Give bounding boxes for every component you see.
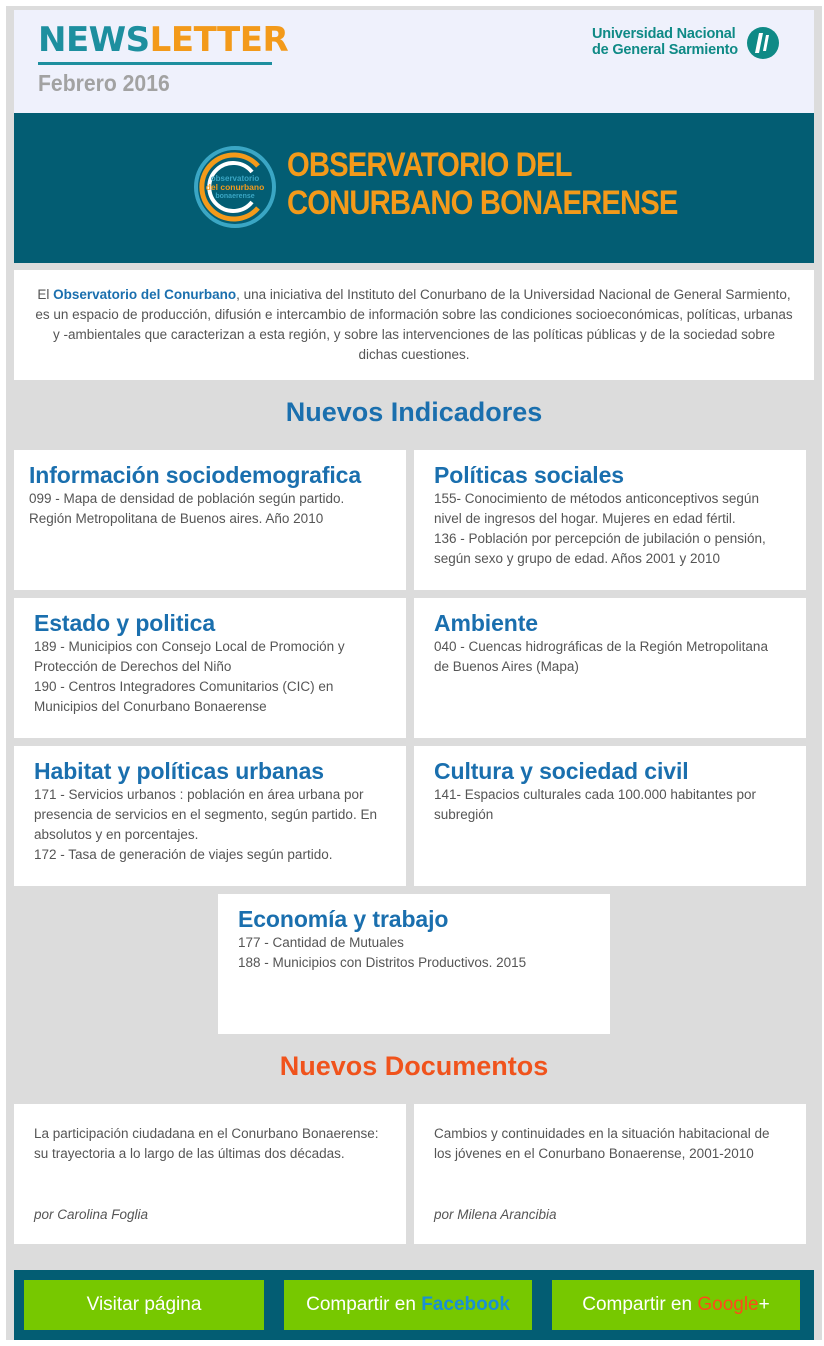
indicator-item[interactable]: 136 - Población por percepción de jubilación o pensión, según sexo y grupo de edad. Años 2001 y 2010	[434, 531, 766, 566]
logo-text-line2: del conurbano	[205, 182, 265, 192]
newsletter-title	[38, 20, 288, 60]
indicator-item[interactable]: 099 - Mapa de densidad de población según partido. Región Metropolitana de Buenos aires. Año 2010	[29, 491, 345, 526]
indicator-card[interactable]	[414, 746, 806, 886]
document-title[interactable]: La participación ciudadana en el Conurbano Bonaerense: su trayectoria a lo largo de las últimas dos décadas.	[34, 1126, 379, 1161]
document-author: por Carolina Foglia	[34, 1207, 149, 1222]
indicator-card-title[interactable]: Ambiente	[434, 610, 538, 636]
indicator-card[interactable]	[414, 450, 806, 590]
document-title[interactable]: Cambios y continuidades en la situación habitacional de los jóvenes en el Conurbano Bonaerense, 2001-2010	[434, 1126, 770, 1161]
indicator-item[interactable]: 172 - Tasa de generación de viajes según partido.	[34, 847, 333, 862]
facebook-label: Facebook	[421, 1294, 510, 1315]
observatorio-logo-icon[interactable]	[194, 146, 276, 228]
indicator-card[interactable]	[414, 598, 806, 738]
share-google-button[interactable]	[552, 1280, 800, 1330]
google-label: Google	[697, 1294, 759, 1315]
indicator-item[interactable]: 155- Conocimiento de métodos anticonceptivos según nivel de ingresos del hogar. Mujeres en edad fértil.	[434, 491, 759, 526]
indicator-item[interactable]: 171 - Servicios urbanos : población en área urbana por presencia de servicios en el segmento, según partido. En absolutos y en porcentajes.	[34, 787, 377, 842]
observatorio-link[interactable]: Observatorio del Conurbano	[53, 287, 237, 302]
indicator-card-title[interactable]: Habitat y políticas urbanas	[34, 758, 324, 784]
title-letter: LETTER	[149, 20, 289, 60]
logo-text-line3: bonaerense	[215, 193, 255, 200]
intro-paragraph	[14, 270, 814, 380]
university-name[interactable]	[592, 26, 738, 58]
indicator-card-title[interactable]: Políticas sociales	[434, 462, 624, 488]
document-card[interactable]	[414, 1104, 806, 1244]
indicator-card[interactable]	[14, 746, 406, 886]
google-plus-label: +	[758, 1294, 770, 1315]
indicator-card[interactable]	[14, 450, 406, 590]
indicator-item[interactable]: 188 - Municipios con Distritos Productivos. 2015	[238, 955, 527, 970]
title-news: NEWS	[38, 20, 150, 60]
newsletter-header	[14, 10, 814, 113]
indicator-card-title[interactable]: Economía y trabajo	[238, 906, 449, 932]
observatorio-banner	[14, 113, 814, 263]
indicator-item[interactable]: 177 - Cantidad de Mutuales	[238, 935, 404, 950]
indicator-card-title[interactable]: Cultura y sociedad civil	[434, 758, 689, 784]
observatorio-title-line2: CONURBANO BONAERENSE	[287, 184, 678, 222]
indicator-item[interactable]: 189 - Municipios con Consejo Local de Promoción y Protección de Derechos del Niño	[34, 639, 345, 674]
intro-prefix: El	[37, 287, 54, 302]
indicator-card-title[interactable]: Información sociodemografica	[29, 462, 362, 488]
observatorio-title	[287, 146, 678, 222]
indicator-item[interactable]: 040 - Cuencas hidrográficas de la Región Metropolitana de Buenos Aires (Mapa)	[434, 639, 768, 674]
title-underline	[38, 62, 272, 65]
document-author: por Milena Arancibia	[434, 1207, 557, 1222]
indicator-card[interactable]	[218, 894, 610, 1034]
ungs-logo-icon[interactable]	[747, 27, 779, 59]
section-title-documentos: Nuevos Documentos	[279, 1051, 549, 1081]
indicator-item[interactable]: 190 - Centros Integradores Comunitarios (CIC) en Municipios del Conurbano Bonaerense	[34, 679, 334, 714]
visit-page-button[interactable]: Visitar página	[24, 1280, 264, 1330]
newsletter-date: Febrero 2016	[38, 70, 170, 96]
document-card[interactable]	[14, 1104, 406, 1244]
university-name-line2: de General Sarmiento	[592, 42, 738, 58]
share-google-prefix: Compartir en	[582, 1294, 698, 1315]
share-facebook-prefix: Compartir en	[306, 1294, 422, 1315]
university-name-line1: Universidad Nacional	[592, 26, 736, 42]
indicator-card-title[interactable]: Estado y politica	[34, 610, 216, 636]
indicator-card[interactable]	[14, 598, 406, 738]
indicator-item[interactable]: 141- Espacios culturales cada 100.000 habitantes por subregión	[434, 787, 756, 822]
intro-body: , una iniciativa del Instituto del Conurbano de la Universidad Nacional de General Sarmiento, es un espacio de producción, difusión e intercambio de información sobre las condiciones socioeconómicas, políticas, urbanas y -ambientales que caracterizan a esta región, y sobre las intervenciones de las políticas públicas y de la sociedad sobre dichas cuestiones.	[35, 287, 793, 362]
section-title-indicadores: Nuevos Indicadores	[285, 397, 543, 427]
footer-bar	[14, 1270, 814, 1340]
share-facebook-button[interactable]	[284, 1280, 532, 1330]
logo-text-line1: observatorio	[210, 174, 260, 183]
observatorio-title-line1: OBSERVATORIO DEL	[287, 146, 572, 184]
